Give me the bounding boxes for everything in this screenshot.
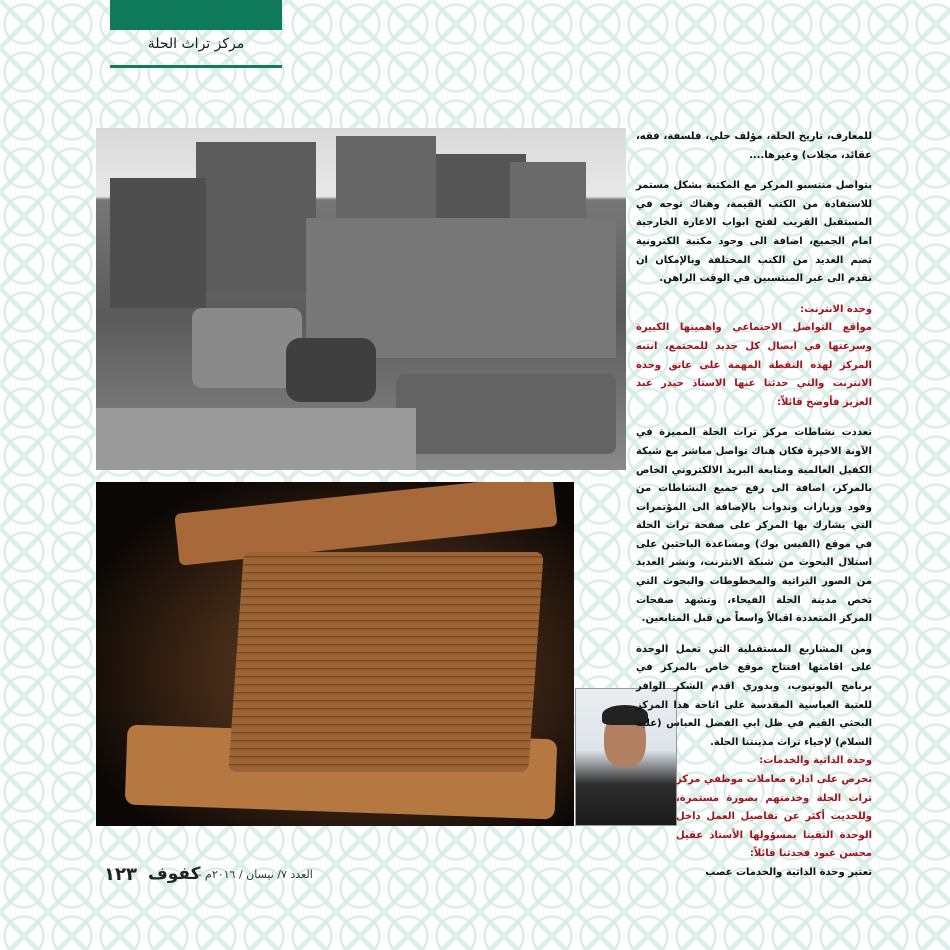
article-paragraph: بتواصل منتسبو المركز مع المكتبة بشكل مستمر للاستفادة من الكتب القيمة، وهناك توجه في المستقبل القريب لفتح ابواب الاعارة الخارجية امام الجميع، اضافة الى وجود مكتبة الكترونية تضم العديد من الكتب المختلفة وبالإمكان ان تقدم الى غير المنتسبين في الوقت الراهن. (636, 180, 872, 285)
ancient-ruins-photo (96, 128, 626, 470)
article-text-column (636, 128, 872, 895)
section-title: مركز تراث الحلة (147, 36, 245, 52)
section-heading-services: وحدة الذاتية والخدمات: (759, 755, 872, 767)
article-paragraph-highlight: مواقع التواصل الاجتماعي واهميتها الكبيرة وسرعتها في ايصال كل جديد للمجتمع، انتبه المركز لهذه النقطة المهمة على عاتق وحدة الانترنت والتي حدثنا عنها الاستاذ حيدر عبد العزيز فأوضح قائلاً: (636, 322, 872, 408)
header-underline (110, 65, 282, 68)
issue-info: العدد ٧/ نيسان / ٢٠١٦م – (196, 868, 313, 881)
page-number: ١٢٣ (104, 864, 137, 885)
page-footer (104, 864, 374, 886)
section-heading-internet: وحدة الانترنت: (800, 303, 872, 315)
article-paragraph: ومن المشاريع المستقبلية التي تعمل الوحدة على اقامتها افتتاح موقع خاص بالمركز في برنامج اليوتيوب، وبدوري اقدم الشكر الوافر للعتبة العباسية المقدسة على اتاحة هذا المركز البحثي القيم في ظل ابي الفضل العباس (عليه السلام) لإحياء تراث مدينتنا الحلة. (636, 643, 872, 748)
magazine-logo: كفوف (148, 864, 201, 884)
header-color-bar (110, 0, 282, 30)
cuneiform-tablet-photo (96, 482, 574, 826)
article-paragraph-highlight: تحرص على ادارة معاملات موظفي مركز تراث الحلة وخدمتهم بصورة مستمرة، وللحديث أكثر عن تفاصيل العمل داخل الوحدة التقينا بمسؤولها الأستاذ عقيل محسن عبود فحدثنا قائلاً: (676, 774, 872, 860)
article-paragraph: تعددت نشاطات مركز تراث الحلة المميزة في الآونة الاخيرة فكان هناك تواصل مباشر مع شبكة الكفيل العالمية ومتابعة البريد الالكتروني الخاص بالمركز، اضافة الى رفع جميع النشاطات من وفود وزيارات وندوات بالإضافة الى المؤتمرات التي يشارك بها المركز على صفحة تراث الحلة في موقع (الفيس بوك) ومساعدة الباحثين على استلال البحوث من شبكة الانترنت، ونشر العديد من الصور التراثية والمخطوطات والبحوث التي تخص مدينة الحلة الفيحاء، وتشهد صفحات المركز المتعددة اقبالاً واسعاً من قبل المتابعين. (636, 427, 872, 625)
article-paragraph: تعتبر وحدة الذاتية والخدمات عصب (705, 866, 872, 878)
article-paragraph: للمعارف، تاريخ الحلة، مؤلف حلي، فلسفة، فقه، عقائد، مجلات) وغيرها.... (636, 131, 872, 161)
